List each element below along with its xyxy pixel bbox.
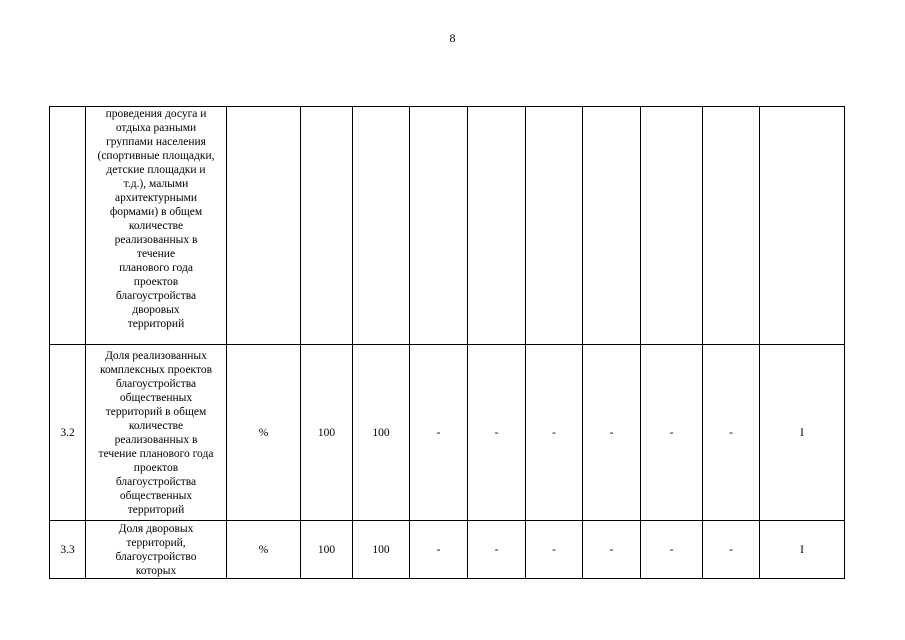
page-number: 8 xyxy=(449,31,456,45)
value-cell: 100 xyxy=(301,521,353,579)
unit-cell: % xyxy=(227,521,301,579)
value-cell xyxy=(583,107,641,345)
value-cell: - xyxy=(526,521,583,579)
value-cell xyxy=(526,107,583,345)
value-cell xyxy=(410,107,468,345)
value-cell: - xyxy=(468,521,526,579)
row-number: 3.2 xyxy=(50,345,86,521)
value-cell: 100 xyxy=(353,345,410,521)
indicator-name: Доля реализованных комплексных проектов благоустройства общественных территорий в общем количестве реализованных в течение планового года проектов благоустройства общественных территорий xyxy=(86,345,227,521)
value-cell: I xyxy=(760,521,845,579)
value-cell: I xyxy=(760,345,845,521)
value-cell: - xyxy=(703,521,760,579)
value-cell xyxy=(301,107,353,345)
row-number: 3.3 xyxy=(50,521,86,579)
value-cell: 100 xyxy=(301,345,353,521)
value-cell: - xyxy=(641,521,703,579)
unit-cell xyxy=(227,107,301,345)
value-cell: - xyxy=(583,521,641,579)
table-row xyxy=(50,521,845,579)
value-cell: - xyxy=(583,345,641,521)
value-cell xyxy=(703,107,760,345)
indicator-name: проведения досуга и отдыха разными группами населения (спортивные площадки, детские площадки и т.д.), малыми архитектурными формами) в общем количестве реализованных в течение планового года проектов благоустройства дворовых территорий xyxy=(86,107,227,345)
value-cell xyxy=(641,107,703,345)
indicators-table xyxy=(49,106,845,579)
value-cell: - xyxy=(468,345,526,521)
value-cell xyxy=(468,107,526,345)
value-cell: - xyxy=(410,521,468,579)
indicator-name: Доля дворовых территорий, благоустройство которых xyxy=(86,521,227,579)
value-cell xyxy=(353,107,410,345)
value-cell xyxy=(760,107,845,345)
value-cell: - xyxy=(641,345,703,521)
table-row xyxy=(50,107,845,345)
value-cell: - xyxy=(410,345,468,521)
value-cell: 100 xyxy=(353,521,410,579)
unit-cell: % xyxy=(227,345,301,521)
value-cell: - xyxy=(703,345,760,521)
row-number xyxy=(50,107,86,345)
table-row xyxy=(50,345,845,521)
value-cell: - xyxy=(526,345,583,521)
